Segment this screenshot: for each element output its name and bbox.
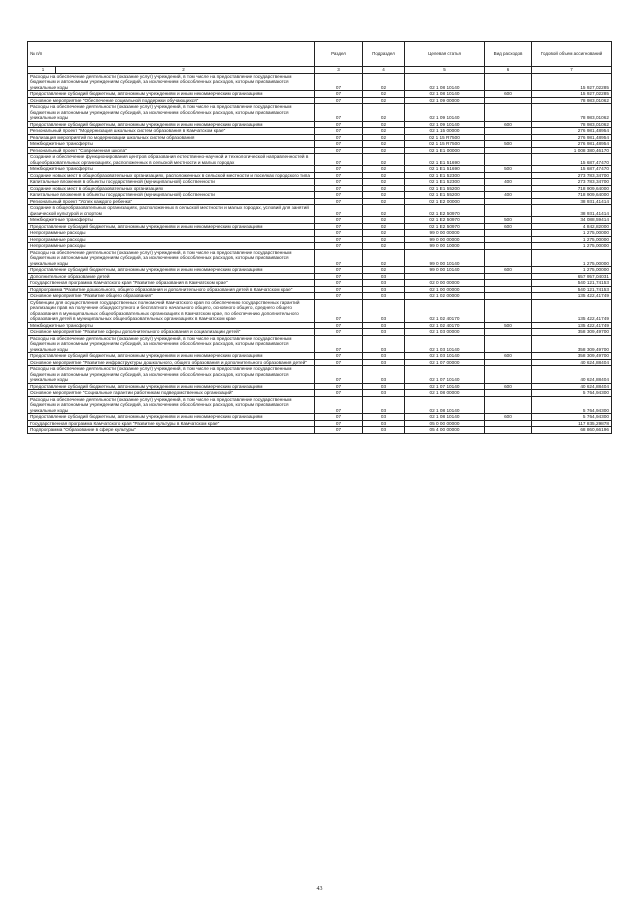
row-csr: 02 1 08 10140 <box>405 91 485 98</box>
row-amount: 1 275,00000 <box>532 236 612 243</box>
row-razdel: 07 <box>315 322 363 329</box>
row-name: Предоставление субсидий бюджетным, автономным учреждениям и иным некоммерческим организациям <box>28 414 315 421</box>
row-name: Межбюджетные трансферты <box>28 322 315 329</box>
table-header-row <box>28 42 612 67</box>
row-amount: 5 764,94300 <box>532 396 612 414</box>
row-podrazdel: 02 <box>363 172 405 179</box>
row-amount: 5 764,94300 <box>532 414 612 421</box>
row-vr: 600 <box>485 223 532 230</box>
row-podrazdel: 02 <box>363 134 405 141</box>
header-podrazdel: Подраздел <box>363 42 405 67</box>
row-podrazdel: 02 <box>363 91 405 98</box>
row-vr <box>485 249 532 267</box>
row-amount: 40 624,88404 <box>532 366 612 384</box>
row-csr: 02 0 00 00000 <box>405 280 485 287</box>
row-podrazdel: 02 <box>363 147 405 154</box>
row-csr: 02 1 07 00000 <box>405 359 485 366</box>
row-podrazdel: 03 <box>363 329 405 336</box>
row-podrazdel: 02 <box>363 128 405 135</box>
row-name: Реализация мероприятий по модернизации школьных систем образования <box>28 134 315 141</box>
row-name: Субвенции для осуществления государственных полномочий Камчатского края по обеспечению государственных гарантий реализации прав на получение общедоступного и бесплатного начального общего, основного общего, среднего общего образования в муниципальных общеобразовательных организациях в Камчатском крае, по обеспечению дополнительного образования детей в муниципальных общеобразовательных организациях в Камчатском крае <box>28 299 315 322</box>
row-podrazdel: 02 <box>363 217 405 224</box>
table-row <box>28 73 612 91</box>
row-csr: 02 1 00 00000 <box>405 286 485 293</box>
row-csr: 02 1 15 R7500 <box>405 134 485 141</box>
row-podrazdel: 02 <box>363 236 405 243</box>
row-razdel: 07 <box>315 91 363 98</box>
row-amount: 135 422,41749 <box>532 299 612 322</box>
row-razdel: 07 <box>315 141 363 148</box>
row-podrazdel: 03 <box>363 359 405 366</box>
row-podrazdel: 02 <box>363 179 405 186</box>
row-name: Основное мероприятие "Обеспечение социальной поддержки обучающихся" <box>28 97 315 104</box>
row-name: Подпрограмма "Образование в сфере культуры" <box>28 427 315 434</box>
row-razdel: 07 <box>315 198 363 205</box>
row-csr: 02 1 09 10140 <box>405 121 485 128</box>
row-amount: 273 783,34700 <box>532 179 612 186</box>
row-vr <box>485 396 532 414</box>
table-row <box>28 249 612 267</box>
table-row <box>28 366 612 384</box>
row-vr <box>485 205 532 217</box>
row-podrazdel: 03 <box>363 273 405 280</box>
row-razdel: 07 <box>315 299 363 322</box>
table-row <box>28 299 612 322</box>
row-csr: 99 0 00 00000 <box>405 230 485 237</box>
row-razdel: 07 <box>315 230 363 237</box>
row-amount: 540 121,74153 <box>532 286 612 293</box>
row-amount: 38 931,41414 <box>532 198 612 205</box>
row-podrazdel: 02 <box>363 141 405 148</box>
row-razdel: 07 <box>315 414 363 421</box>
table-row <box>28 104 612 122</box>
row-razdel: 07 <box>315 73 363 91</box>
row-amount: 1 275,00000 <box>532 243 612 250</box>
row-razdel: 07 <box>315 267 363 274</box>
row-amount: 276 981,48954 <box>532 128 612 135</box>
row-csr: 02 1 07 10140 <box>405 366 485 384</box>
row-name: Предоставление субсидий бюджетным, автономным учреждениям и иным некоммерческим организациям <box>28 91 315 98</box>
row-csr: 02 1 08 10140 <box>405 73 485 91</box>
row-vr: 600 <box>485 121 532 128</box>
row-amount: 1 275,00000 <box>532 249 612 267</box>
row-csr: 99 0 00 10140 <box>405 267 485 274</box>
row-amount: 78 983,01062 <box>532 121 612 128</box>
row-vr: 600 <box>485 267 532 274</box>
row-podrazdel: 02 <box>363 249 405 267</box>
row-csr: 02 1 E1 51690 <box>405 166 485 173</box>
row-amount: 657 957,04031 <box>532 273 612 280</box>
table-row <box>28 335 612 353</box>
column-number: 1 <box>31 67 56 73</box>
row-amount: 358 309,49700 <box>532 329 612 336</box>
row-csr: 02 1 08 00000 <box>405 390 485 397</box>
row-podrazdel: 03 <box>363 286 405 293</box>
row-csr: 02 1 15 00000 <box>405 128 485 135</box>
row-amount: 718 909,64000 <box>532 192 612 199</box>
row-podrazdel: 02 <box>363 97 405 104</box>
row-vr <box>485 335 532 353</box>
row-amount: 78 983,01062 <box>532 97 612 104</box>
row-amount: 40 624,88404 <box>532 359 612 366</box>
row-amount: 40 624,88404 <box>532 383 612 390</box>
row-razdel: 07 <box>315 166 363 173</box>
row-razdel: 07 <box>315 396 363 414</box>
row-csr: 02 1 07 10140 <box>405 383 485 390</box>
row-vr: 400 <box>485 192 532 199</box>
row-vr <box>485 104 532 122</box>
row-name: Предоставление субсидий бюджетным, автономным учреждениям и иным некоммерческим организациям <box>28 353 315 360</box>
row-razdel: 07 <box>315 217 363 224</box>
column-number: 6 <box>485 67 532 74</box>
budget-table <box>27 41 612 434</box>
row-vr <box>485 73 532 91</box>
row-vr: 600 <box>485 353 532 360</box>
row-vr <box>485 427 532 434</box>
row-amount: 273 783,34700 <box>532 172 612 179</box>
row-name: Создание и обеспечение функционирования центров образования естественно-научной и технологической направленностей в общеобразовательных организациях, расположенных в сельской местности и малых городах <box>28 154 315 166</box>
row-vr: 500 <box>485 166 532 173</box>
row-csr: 02 1 03 10140 <box>405 335 485 353</box>
row-amount: 15 687,47470 <box>532 154 612 166</box>
row-razdel: 07 <box>315 192 363 199</box>
row-csr: 02 1 E1 52300 <box>405 172 485 179</box>
row-name: Основное мероприятие "Развитие сферы дополнительного образования и социализации детей" <box>28 329 315 336</box>
row-amount: 4 842,82000 <box>532 223 612 230</box>
column-number: 5 <box>405 67 485 74</box>
table-row <box>28 396 612 414</box>
row-amount: 34 088,59414 <box>532 217 612 224</box>
row-razdel: 07 <box>315 104 363 122</box>
row-razdel: 07 <box>315 128 363 135</box>
row-razdel: 07 <box>315 179 363 186</box>
row-csr: 05 4 00 00000 <box>405 427 485 434</box>
row-razdel: 07 <box>315 249 363 267</box>
row-podrazdel: 02 <box>363 166 405 173</box>
row-razdel: 07 <box>315 97 363 104</box>
row-vr: 600 <box>485 91 532 98</box>
row-csr: 02 1 E1 55200 <box>405 192 485 199</box>
row-amount: 718 909,64000 <box>532 185 612 192</box>
row-podrazdel: 03 <box>363 420 405 427</box>
row-vr: 400 <box>485 179 532 186</box>
row-razdel: 07 <box>315 121 363 128</box>
row-name: Государственная программа Камчатского края "Развитие образования в Камчатском крае" <box>28 280 315 287</box>
row-name: Расходы на обеспечение деятельности (оказание услуг) учреждений, в том числе на предоставление государственным бюджетным и автономным учреждениям субсидий, за исключением обособленных расходов, которым присваиваются уникальные коды <box>28 396 315 414</box>
row-csr: 02 1 15 R7500 <box>405 141 485 148</box>
row-podrazdel: 03 <box>363 366 405 384</box>
row-name: Региональный проект "Успех каждого ребенка" <box>28 198 315 205</box>
row-csr: 02 1 E2 00000 <box>405 198 485 205</box>
row-name: Основное мероприятие "Развитие инфраструктуры дошкольного, общего образования и дополнительного образования детей" <box>28 359 315 366</box>
row-razdel: 07 <box>315 383 363 390</box>
row-amount: 1 275,00000 <box>532 230 612 237</box>
scan-margin-mark <box>626 6 632 36</box>
row-csr: 02 1 E2 50970 <box>405 205 485 217</box>
row-csr: 02 1 02 40170 <box>405 322 485 329</box>
column-number-1-2 <box>28 67 315 74</box>
row-name: Непрограммные расходы <box>28 243 315 250</box>
row-amount: 15 927,02285 <box>532 91 612 98</box>
row-razdel: 07 <box>315 243 363 250</box>
row-csr: 02 1 02 40170 <box>405 299 485 322</box>
row-name: Расходы на обеспечение деятельности (оказание услуг) учреждений, в том числе на предоставление государственным бюджетным и автономным учреждениям субсидий, за исключением обособленных расходов, которым присваиваются уникальные коды <box>28 104 315 122</box>
row-amount: 15 927,02285 <box>532 73 612 91</box>
row-podrazdel: 03 <box>363 383 405 390</box>
row-vr <box>485 299 532 322</box>
row-podrazdel: 03 <box>363 396 405 414</box>
row-name: Подпрограмма "Развитие дошкольного, общего образования и дополнительного образования детей в Камчатском крае" <box>28 286 315 293</box>
header-razdel: Раздел <box>315 42 363 67</box>
row-name: Предоставление субсидий бюджетным, автономным учреждениям и иным некоммерческим организациям <box>28 223 315 230</box>
row-vr: 600 <box>485 414 532 421</box>
row-name: Межбюджетные трансферты <box>28 166 315 173</box>
row-amount: 276 981,48954 <box>532 134 612 141</box>
row-name: Основное мероприятие "Социальные гарантии работникам подведомственных организаций" <box>28 390 315 397</box>
row-name: Дополнительное образование детей <box>28 273 315 280</box>
column-number: 4 <box>363 67 405 74</box>
row-csr: 02 1 03 00000 <box>405 329 485 336</box>
row-csr: 99 0 00 00000 <box>405 236 485 243</box>
row-razdel: 07 <box>315 329 363 336</box>
row-csr: 02 1 09 10140 <box>405 104 485 122</box>
row-csr: 02 1 E1 55200 <box>405 185 485 192</box>
row-csr: 05 0 00 00000 <box>405 420 485 427</box>
row-amount: 135 422,41749 <box>532 293 612 300</box>
row-name: Непрограммные расходы <box>28 230 315 237</box>
header-amount: Годовой объем ассигнований <box>532 42 612 67</box>
budget-sheet <box>27 41 611 434</box>
row-podrazdel: 03 <box>363 390 405 397</box>
row-name: Капитальные вложения в объекты государственной (муниципальной) собственности <box>28 179 315 186</box>
row-name: Расходы на обеспечение деятельности (оказание услуг) учреждений, в том числе на предоставление государственным бюджетным и автономным учреждениям субсидий, за исключением обособленных расходов, которым присваиваются уникальные коды <box>28 366 315 384</box>
row-csr: 02 1 09 00000 <box>405 97 485 104</box>
row-podrazdel: 03 <box>363 414 405 421</box>
row-vr: 500 <box>485 322 532 329</box>
row-podrazdel: 03 <box>363 299 405 322</box>
row-razdel: 07 <box>315 134 363 141</box>
row-razdel: 07 <box>315 420 363 427</box>
row-razdel: 07 <box>315 335 363 353</box>
row-csr: 02 1 E1 00000 <box>405 147 485 154</box>
row-razdel: 07 <box>315 286 363 293</box>
row-podrazdel: 02 <box>363 192 405 199</box>
row-podrazdel: 02 <box>363 185 405 192</box>
column-number: 7 <box>532 67 612 74</box>
row-csr: 02 1 E2 50970 <box>405 217 485 224</box>
row-csr: 02 1 E2 50970 <box>405 223 485 230</box>
row-name: Расходы на обеспечение деятельности (оказание услуг) учреждений, в том числе на предоставление государственным бюджетным и автономным учреждениям субсидий, за исключением обособленных расходов, которым присваиваются уникальные коды <box>28 249 315 267</box>
row-podrazdel: 02 <box>363 205 405 217</box>
row-amount: 1 275,00000 <box>532 267 612 274</box>
row-name: Капитальные вложения в объекты государственной (муниципальной) собственности <box>28 192 315 199</box>
row-razdel: 07 <box>315 172 363 179</box>
row-razdel: 07 <box>315 353 363 360</box>
row-amount: 15 687,47470 <box>532 166 612 173</box>
row-vr <box>485 366 532 384</box>
row-name: Расходы на обеспечение деятельности (оказание услуг) учреждений, в том числе на предоставление государственным бюджетным и автономным учреждениям субсидий, за исключением обособленных расходов, которым присваиваются уникальные коды <box>28 335 315 353</box>
row-podrazdel: 02 <box>363 154 405 166</box>
row-amount: 358 309,49700 <box>532 353 612 360</box>
row-name: Расходы на обеспечение деятельности (оказание услуг) учреждений, в том числе на предоставление государственным бюджетным и автономным учреждениям субсидий, за исключением обособленных расходов, которым присваиваются уникальные коды <box>28 73 315 91</box>
row-csr: 99 0 00 10000 <box>405 243 485 250</box>
row-amount: 117 835,29878 <box>532 420 612 427</box>
row-amount: 78 983,01062 <box>532 104 612 122</box>
row-podrazdel: 03 <box>363 353 405 360</box>
column-number: 3 <box>315 67 363 74</box>
row-podrazdel: 03 <box>363 335 405 353</box>
row-razdel: 07 <box>315 280 363 287</box>
row-csr: 02 1 E1 52300 <box>405 179 485 186</box>
row-vr: 500 <box>485 217 532 224</box>
row-podrazdel: 02 <box>363 243 405 250</box>
row-razdel: 07 <box>315 390 363 397</box>
row-razdel: 07 <box>315 154 363 166</box>
row-name: Предоставление субсидий бюджетным, автономным учреждениям и иным некоммерческим организациям <box>28 121 315 128</box>
row-amount: 540 121,74153 <box>532 280 612 287</box>
row-amount: 68 860,66196 <box>532 427 612 434</box>
row-csr: 02 1 03 10140 <box>405 353 485 360</box>
row-amount: 358 309,49700 <box>532 335 612 353</box>
row-razdel: 07 <box>315 147 363 154</box>
row-name: Региональный проект "Модернизация школьных систем образования в Камчатском крае" <box>28 128 315 135</box>
row-vr: 500 <box>485 141 532 148</box>
row-podrazdel: 02 <box>363 198 405 205</box>
table-row <box>28 205 612 217</box>
row-podrazdel: 03 <box>363 280 405 287</box>
row-razdel: 07 <box>315 359 363 366</box>
column-number: 2 <box>182 67 185 72</box>
row-razdel: 07 <box>315 366 363 384</box>
row-name: Предоставление субсидий бюджетным, автономным учреждениям и иным некоммерческим организациям <box>28 383 315 390</box>
row-csr: 02 1 E1 51690 <box>405 154 485 166</box>
row-vr <box>485 154 532 166</box>
row-name: Непрограммные расходы <box>28 236 315 243</box>
table-row <box>28 154 612 166</box>
row-csr: 02 1 08 10140 <box>405 396 485 414</box>
row-podrazdel: 03 <box>363 322 405 329</box>
row-podrazdel: 02 <box>363 73 405 91</box>
row-razdel: 07 <box>315 185 363 192</box>
row-razdel: 07 <box>315 427 363 434</box>
row-podrazdel: 03 <box>363 293 405 300</box>
row-vr: 600 <box>485 383 532 390</box>
row-razdel: 07 <box>315 205 363 217</box>
page-number: 43 <box>316 886 323 892</box>
row-podrazdel: 02 <box>363 104 405 122</box>
row-amount: 135 422,41749 <box>532 322 612 329</box>
row-name: Предоставление субсидий бюджетным, автономным учреждениям и иным некоммерческим организациям <box>28 267 315 274</box>
row-podrazdel: 02 <box>363 121 405 128</box>
row-name: Межбюджетные трансферты <box>28 141 315 148</box>
row-razdel: 07 <box>315 293 363 300</box>
header-csr: Целевая статья <box>405 42 485 67</box>
row-amount: 1 008 380,46170 <box>532 147 612 154</box>
header-vr: Вид расходов <box>485 42 532 67</box>
row-name: Основное мероприятие "Развитие общего образования" <box>28 293 315 300</box>
header-name-num: № п/п <box>28 42 315 67</box>
row-amount: 5 764,94300 <box>532 390 612 397</box>
row-razdel: 07 <box>315 273 363 280</box>
row-razdel: 07 <box>315 223 363 230</box>
row-amount: 38 931,41414 <box>532 205 612 217</box>
row-podrazdel: 02 <box>363 230 405 237</box>
row-podrazdel: 03 <box>363 427 405 434</box>
row-name: Государственная программа Камчатского края "Развитие культуры в Камчатском крае" <box>28 420 315 427</box>
row-name: Создание в общеобразовательных организациях, расположенных в сельской местности и малых городах, условий для занятий физической культурой и спортом <box>28 205 315 217</box>
row-podrazdel: 02 <box>363 223 405 230</box>
row-name: Межбюджетные трансферты <box>28 217 315 224</box>
row-name: Создание новых мест в общеобразовательных организациях <box>28 185 315 192</box>
table-body <box>28 73 612 433</box>
row-name: Создание новых мест в общеобразовательных организациях, расположенных в сельской местности и поселках городского типа <box>28 172 315 179</box>
row-csr: 99 0 00 10140 <box>405 249 485 267</box>
row-razdel: 07 <box>315 236 363 243</box>
row-csr: 02 1 02 00000 <box>405 293 485 300</box>
table-row <box>28 427 612 434</box>
row-name: Региональный проект "Современная школа" <box>28 147 315 154</box>
row-amount: 276 981,48954 <box>532 141 612 148</box>
row-podrazdel: 02 <box>363 267 405 274</box>
row-csr: 02 1 08 10140 <box>405 414 485 421</box>
